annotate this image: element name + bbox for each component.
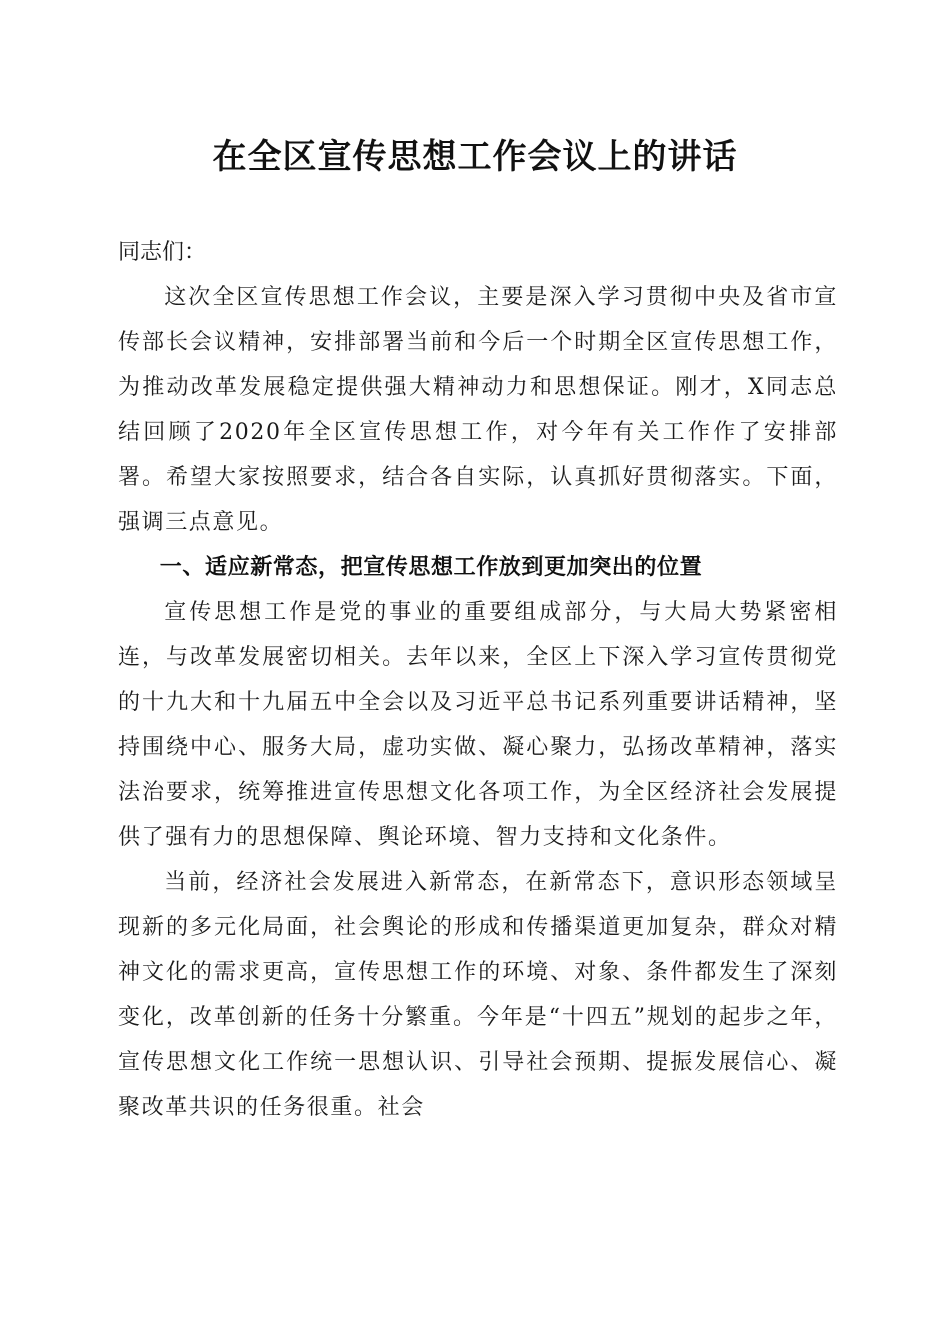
salutation: 同志们： (118, 240, 207, 265)
section-paragraph: 宣传思想工作是党的事业的重要组成部分，与大局大势紧密相连，与改革发展密切相关。去年以来，全区上下深入学习宣传贯彻党的十九大和十九届五中全会以及习近平总书记系列重要讲话精神，坚持围绕中心、服务大局，虚功实做、凝心聚力，弘扬改革精神，落实法治要求，统筹推进宣传思想文化各项工作，为全区经济社会发展提供了强有力的思想保障、舆论环境、智力支持和文化条件。 (118, 600, 838, 850)
intro-paragraph: 这次全区宣传思想工作会议，主要是深入学习贯彻中央及省市宣传部长会议精神，安排部署当前和今后一个时期全区宣传思想工作，为推动改革发展稳定提供强大精神动力和思想保证。刚才，X同志总结回顾了2020年全区宣传思想工作，对今年有关工作作了安排部署。希望大家按照要求，结合各自实际，认真抓好贯彻落实。下面，强调三点意见。 (118, 285, 838, 535)
section-paragraph: 当前，经济社会发展进入新常态，在新常态下，意识形态领域呈现新的多元化局面，社会舆论的形成和传播渠道更加复杂，群众对精神文化的需求更高，宣传思想工作的环境、对象、条件都发生了深刻变化，改革创新的任务十分繁重。今年是“十四五”规划的起步之年，宣传思想文化工作统一思想认识、引导社会预期、提振发展信心、凝聚改革共识的任务很重。社会 (118, 870, 838, 1120)
section-heading: 一、适应新常态，把宣传思想工作放到更加突出的位置 (159, 555, 703, 580)
document-body (118, 230, 838, 1130)
document-title: 在全区宣传思想工作会议上的讲话 (212, 137, 738, 177)
